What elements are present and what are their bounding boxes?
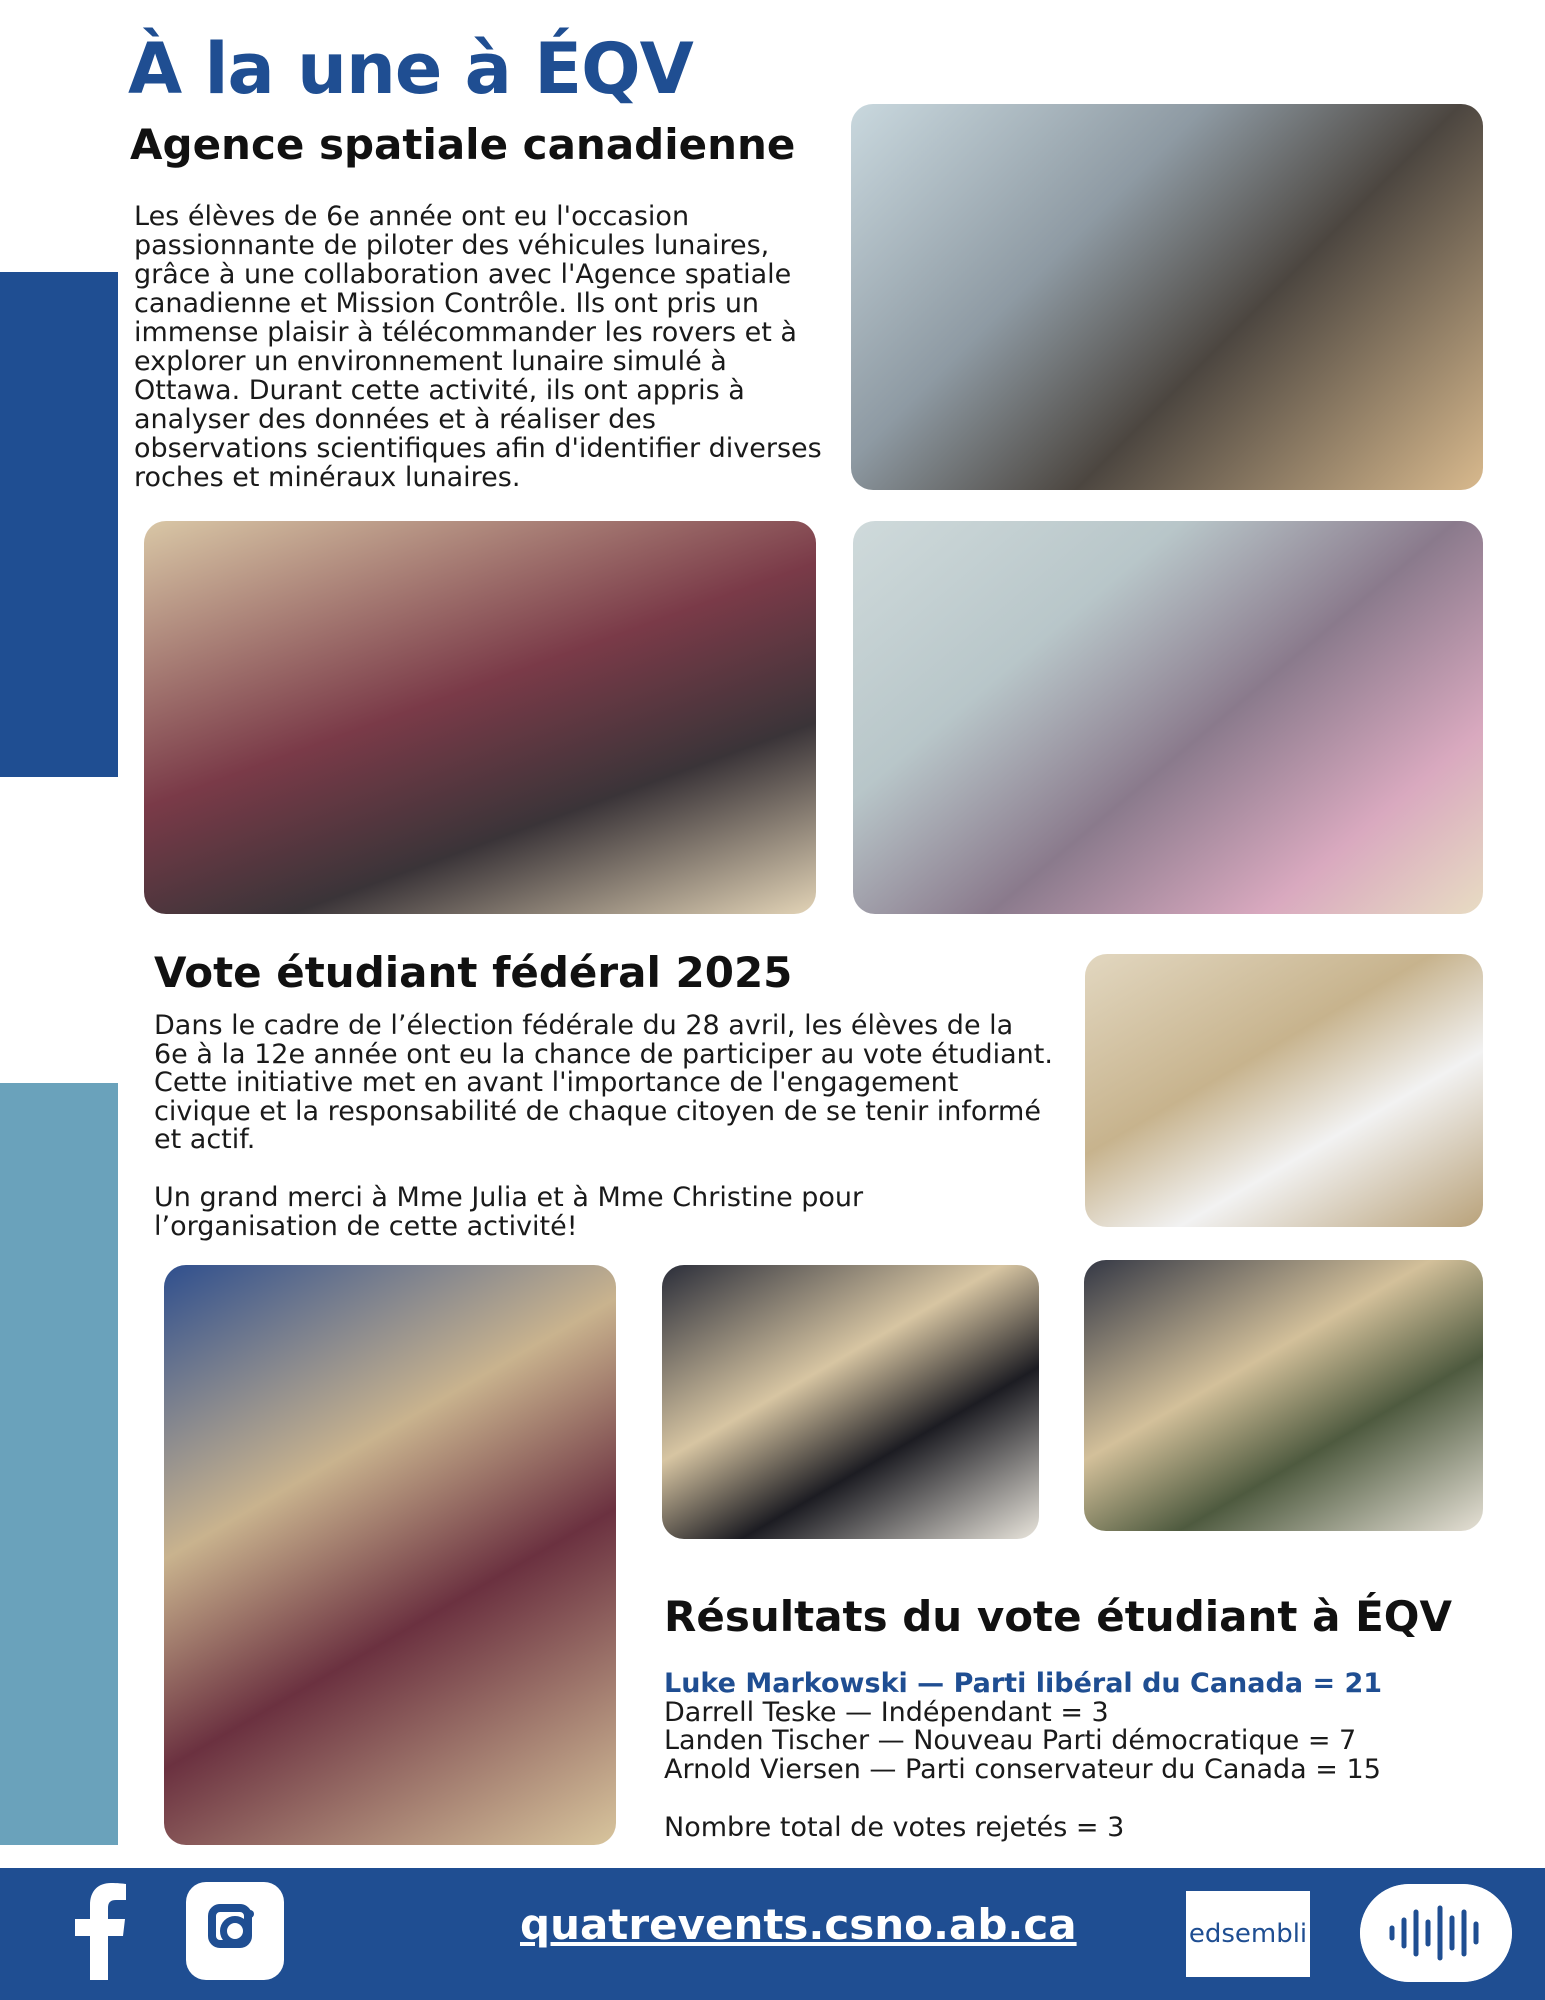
result-item: Darrell Teske — Indépendant = 3: [664, 1696, 1109, 1728]
result-winner: Luke Markowski — Parti libéral du Canada = 21: [664, 1668, 1383, 1699]
facebook-icon[interactable]: [70, 1880, 130, 1980]
results-list: [664, 1670, 1382, 1784]
section-title-space-agency: Agence spatiale canadienne: [130, 120, 796, 169]
section-body-space-agency: Les élèves de 6e année ont eu l'occasion passionnante de piloter des véhicules lunaires, grâce à une collaboration avec l'Agence spatiale canadienne et Mission Contrôle. Ils ont pris un immense plaisir à télécommander les rovers et à explorer un environnement lunaire simulé à Ottawa. Durant cette activité, ils ont appris à analyser des données et à réaliser des observations scientifiques afin d'identifier diverses roches et minéraux lunaires.: [134, 201, 822, 493]
section-thanks: Un grand merci à Mme Julia et à Mme Christine pour l’organisation de cette activité!: [154, 1182, 864, 1242]
photo-student-laptop-closeup: [144, 521, 816, 914]
section-title-student-vote: Vote étudiant fédéral 2025: [154, 948, 793, 997]
side-bar-light: [0, 1083, 118, 1845]
results-title: Résultats du vote étudiant à ÉQV: [664, 1592, 1452, 1641]
page-title: À la une à ÉQV: [128, 28, 693, 110]
instagram-icon[interactable]: [186, 1882, 284, 1980]
edsembli-logo[interactable]: edsembli: [1186, 1891, 1310, 1977]
result-item: Arnold Viersen — Parti conservateur du Canada = 15: [664, 1753, 1381, 1785]
photo-ballot-box-2: [1084, 1260, 1483, 1531]
website-link[interactable]: quatrevents.csno.ab.ca: [520, 1900, 1077, 1949]
section-body-student-vote: Dans le cadre de l’élection fédérale du 28 avril, les élèves de la 6e à la 12e année ont eu la chance de participer au vote étudiant. Cette initiative met en avant l'importance de l'engagement civique et la responsabilité de chaque citoyen de se tenir informé et actif.: [154, 1010, 1053, 1155]
results-total-rejected: Nombre total de votes rejetés = 3: [664, 1812, 1125, 1843]
side-bar-dark: [0, 272, 118, 777]
photo-students-ballots: [164, 1265, 616, 1845]
photo-classroom-students: [853, 521, 1483, 914]
photo-students-laptops: [851, 104, 1483, 490]
photo-ballot-box-1: [662, 1265, 1039, 1539]
result-item: Landen Tischer — Nouveau Parti démocratique = 7: [664, 1725, 1357, 1756]
podcast-icon[interactable]: [1360, 1884, 1512, 1982]
photo-voting-booth: [1085, 954, 1483, 1227]
